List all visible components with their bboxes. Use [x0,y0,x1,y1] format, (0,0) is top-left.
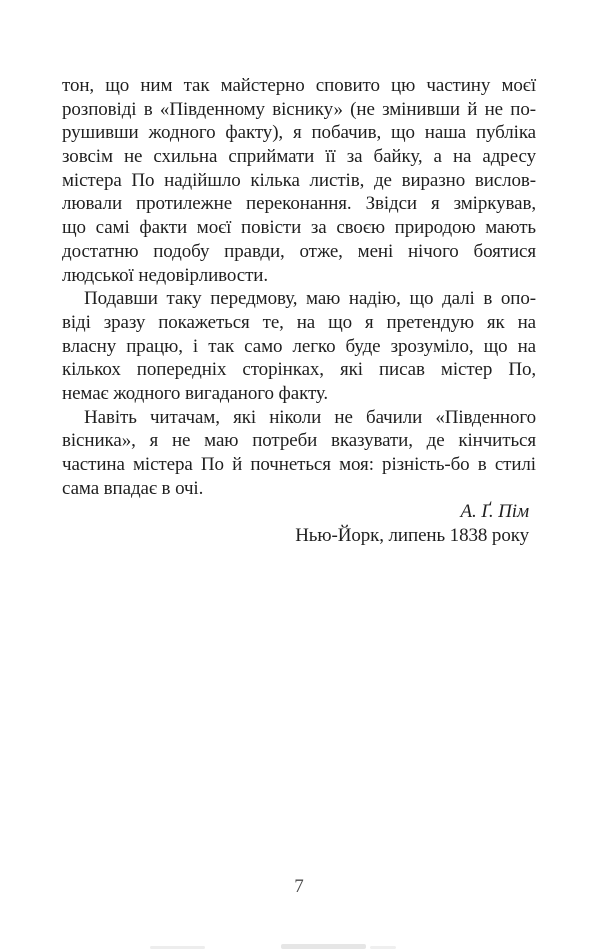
page-number: 7 [294,876,304,897]
dateline: Нью-Йорк, липень 1838 року [295,525,529,547]
paragraph-3 [62,406,536,501]
text-line: людської недовірливости. [62,264,269,286]
paragraph-2 [62,287,536,405]
text-line: що самі факти моєї повісти за своєю природою мають [62,217,536,239]
text-line: Подавши таку передмову, маю надію, що далі в опо- [84,288,536,310]
text-line: розповіді в «Південному віснику» (не змінивши й не по- [62,98,536,120]
text-line: достатню подобу правди, отже, мені нічого боятися [62,240,536,262]
paragraph-1 [62,74,536,287]
text-line: сама впадає в очі. [62,477,204,499]
text-line: зовсім не схильна сприймати її за байку, а на адресу [62,146,536,168]
text-line: тон, що ним так майстерно сповито цю частину моєї [62,75,536,96]
text-line: немає жодного вигаданого факту. [62,382,329,404]
text-line: вісника», я не маю потреби вказувати, де кінчиться [62,430,536,452]
text-line: містера По надійшло кілька листів, де виразно вислов- [62,169,536,191]
scan-artifact [281,944,366,949]
body-text [62,74,536,548]
text-line: частина містера По й почнеться моя: різність-бо в стилі [62,454,536,475]
text-line: власну працю, і так само легко буде зрозуміло, що на [62,335,536,357]
text-line: віді зразу покажеться те, на що я претендую як на [62,311,536,333]
signature-block [62,500,536,547]
signature: А. Ґ. Пім [460,501,529,523]
text-line: Навіть читачам, які ніколи не бачили «Південного [84,406,536,428]
text-line: кількох попередніх сторінках, які писав містер По, [62,359,536,381]
text-line: лювали протилежне переконання. Звідси я зміркував, [62,193,536,215]
text-line: рушивши жодного факту), я побачив, що наша публіка [62,122,536,144]
